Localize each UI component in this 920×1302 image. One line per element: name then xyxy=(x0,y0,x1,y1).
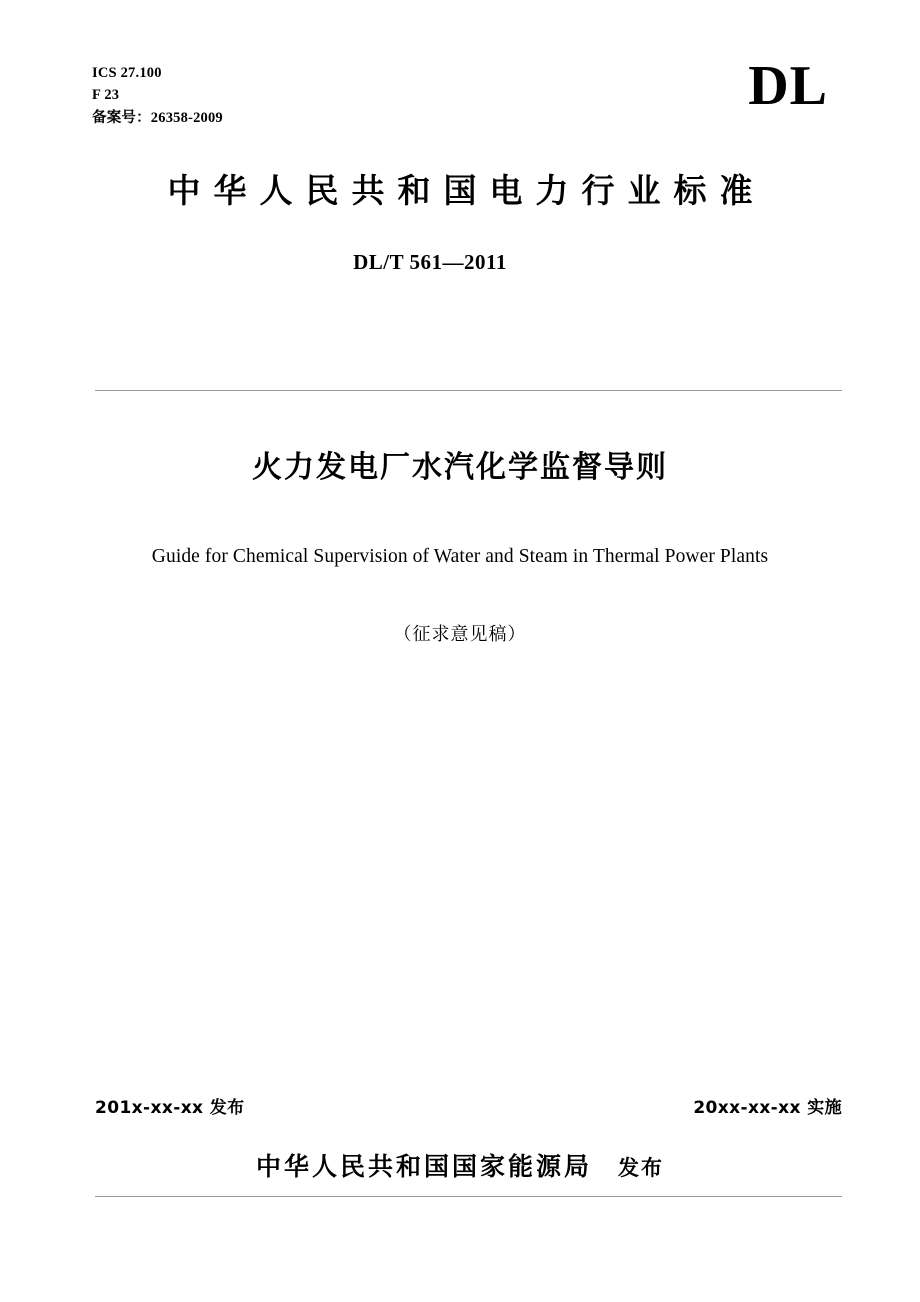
divider-top xyxy=(95,390,842,391)
authority-title: 中华人民共和国电力行业标准 xyxy=(167,171,766,210)
publish-verb: 发布 xyxy=(618,1156,664,1180)
classification-code: F 23 xyxy=(92,87,120,104)
ics-code: ICS 27.100 xyxy=(92,65,162,81)
document-title-cn: 火力发电厂水汽化学监督导则 xyxy=(252,450,668,485)
date-row xyxy=(95,1093,842,1121)
publisher-name: 中华人民共和国国家能源局 xyxy=(255,1152,592,1181)
header-metadata-block xyxy=(92,62,223,129)
document-title-en: Guide for Chemical Supervision of Water and Steam in Thermal Power Plants xyxy=(151,546,769,567)
issue-date: 201x-xx-xx 发布 xyxy=(95,1098,245,1118)
standard-number: DL/T 561—2011 xyxy=(353,250,507,274)
record-number: 备案号：26358-2009 xyxy=(92,109,223,126)
implementation-date: 20xx-xx-xx 实施 xyxy=(693,1098,842,1118)
dl-logo: DL xyxy=(748,55,828,117)
divider-bottom xyxy=(95,1196,842,1197)
draft-status-note: （征求意见稿） xyxy=(393,624,527,645)
publisher-line xyxy=(0,1147,920,1183)
